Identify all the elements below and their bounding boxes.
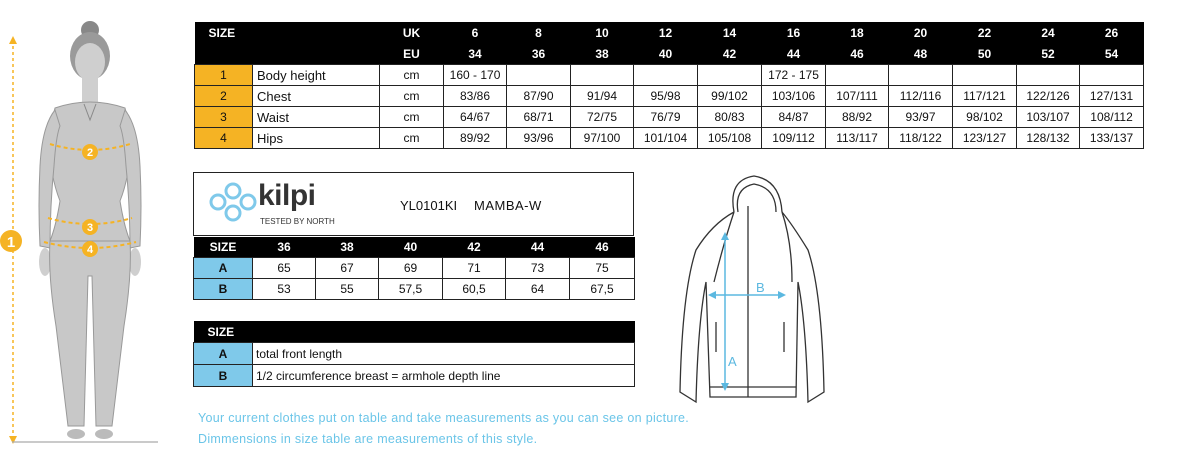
row-number: 4 [195, 128, 253, 149]
eu-size: 44 [762, 43, 826, 65]
kilpi-logo-icon [206, 181, 260, 223]
cell: 67 [316, 258, 379, 279]
cell [1080, 65, 1144, 86]
product-code: YL0101KI [400, 198, 458, 213]
eu-size: 34 [444, 43, 507, 65]
cell: 98/102 [953, 107, 1017, 128]
uk-size: 8 [507, 22, 571, 43]
table-row [194, 258, 635, 279]
size: 38 [316, 237, 379, 258]
cell: 76/79 [634, 107, 698, 128]
marker-4 [82, 241, 98, 257]
measure-key: B [194, 279, 253, 300]
cell: 160 - 170 [444, 65, 507, 86]
eu-size: 46 [826, 43, 889, 65]
uk-size: 18 [826, 22, 889, 43]
size-header: SIZE [195, 22, 380, 43]
uk-size-row [195, 22, 1144, 43]
uk-size: 20 [889, 22, 953, 43]
cell [889, 65, 953, 86]
cell: 108/112 [1080, 107, 1144, 128]
eu-size: 54 [1080, 43, 1144, 65]
cell: 95/98 [634, 86, 698, 107]
cell: 133/137 [1080, 128, 1144, 149]
cell: 113/117 [826, 128, 889, 149]
unit: cm [380, 86, 444, 107]
style-size-table [193, 237, 635, 300]
cell: 127/131 [1080, 86, 1144, 107]
cell: 64 [506, 279, 570, 300]
legend-row [194, 343, 635, 365]
uk-size: 14 [698, 22, 762, 43]
cell: 93/97 [889, 107, 953, 128]
brand-box [193, 172, 634, 236]
cell: 123/127 [953, 128, 1017, 149]
size: 44 [506, 237, 570, 258]
uk-size: 6 [444, 22, 507, 43]
cell: 55 [316, 279, 379, 300]
product-name: MAMBA-W [474, 198, 542, 213]
label-a: A [728, 354, 737, 369]
size-table [194, 22, 1144, 149]
cell: 64/67 [444, 107, 507, 128]
cell: 80/83 [698, 107, 762, 128]
cell: 68/71 [507, 107, 571, 128]
cell: 91/94 [571, 86, 634, 107]
eu-size: 50 [953, 43, 1017, 65]
cell: 97/100 [571, 128, 634, 149]
cell: 118/122 [889, 128, 953, 149]
table-row [194, 279, 635, 300]
legend-table [193, 321, 635, 387]
table-row [195, 65, 1144, 86]
cell: 172 - 175 [762, 65, 826, 86]
cell [634, 65, 698, 86]
eu-size-row [195, 43, 1144, 65]
cell: 57,5 [379, 279, 443, 300]
legend-row [194, 365, 635, 387]
uk-size: 26 [1080, 22, 1144, 43]
cell: 99/102 [698, 86, 762, 107]
cell: 109/112 [762, 128, 826, 149]
unit: cm [380, 128, 444, 149]
cell: 83/86 [444, 86, 507, 107]
cell: 128/132 [1017, 128, 1080, 149]
cell: 88/92 [826, 107, 889, 128]
size: 46 [570, 237, 635, 258]
table-row [195, 107, 1144, 128]
eu-size: 42 [698, 43, 762, 65]
row-label: Body height [253, 65, 380, 86]
uk-size: 22 [953, 22, 1017, 43]
cell [1017, 65, 1080, 86]
eu-size: 52 [1017, 43, 1080, 65]
body-figure [0, 16, 160, 448]
style-size-header [194, 237, 635, 258]
row-number: 2 [195, 86, 253, 107]
row-number: 1 [195, 65, 253, 86]
marker-1 [0, 230, 22, 252]
brand-name: kilpi [258, 179, 316, 212]
cell: 84/87 [762, 107, 826, 128]
measure-key: A [194, 343, 253, 365]
cell: 73 [506, 258, 570, 279]
note-line-1: Your current clothes put on table and take measurements as you can see on picture. [198, 411, 690, 425]
cell: 71 [443, 258, 506, 279]
row-number: 3 [195, 107, 253, 128]
cell: 93/96 [507, 128, 571, 149]
brand-tagline: TESTED BY NORTH [260, 217, 335, 226]
unit: cm [380, 107, 444, 128]
measure-description: 1/2 circumference breast = armhole depth line [253, 365, 635, 387]
cell: 89/92 [444, 128, 507, 149]
note-line-2: Dimmensions in size table are measurements of this style. [198, 432, 538, 446]
size-header: SIZE [194, 237, 253, 258]
eu-size: 48 [889, 43, 953, 65]
cell: 107/111 [826, 86, 889, 107]
cell: 103/106 [762, 86, 826, 107]
row-label: Waist [253, 107, 380, 128]
size: 36 [253, 237, 316, 258]
size-header: SIZE [194, 321, 635, 343]
cell: 60,5 [443, 279, 506, 300]
table-row [195, 128, 1144, 149]
cell [826, 65, 889, 86]
uk-size: 12 [634, 22, 698, 43]
measure-key: A [194, 258, 253, 279]
eu-label: EU [380, 43, 444, 65]
cell [571, 65, 634, 86]
cell: 105/108 [698, 128, 762, 149]
marker-3 [82, 219, 98, 235]
cell: 101/104 [634, 128, 698, 149]
eu-size: 38 [571, 43, 634, 65]
cell: 117/121 [953, 86, 1017, 107]
eu-size: 36 [507, 43, 571, 65]
cell: 122/126 [1017, 86, 1080, 107]
svg-text:4: 4 [86, 244, 94, 256]
row-label: Chest [253, 86, 380, 107]
cell: 112/116 [889, 86, 953, 107]
measure-key: B [194, 365, 253, 387]
label-b: B [756, 280, 765, 295]
eu-size: 40 [634, 43, 698, 65]
svg-text:1: 1 [6, 234, 16, 251]
cell: 69 [379, 258, 443, 279]
cell: 72/75 [571, 107, 634, 128]
svg-text:2: 2 [86, 147, 94, 159]
legend-header [194, 321, 635, 343]
table-row [195, 86, 1144, 107]
size: 42 [443, 237, 506, 258]
uk-size: 10 [571, 22, 634, 43]
uk-label: UK [380, 22, 444, 43]
cell [953, 65, 1017, 86]
cell [698, 65, 762, 86]
cell: 53 [253, 279, 316, 300]
cell [507, 65, 571, 86]
cell: 75 [570, 258, 635, 279]
size: 40 [379, 237, 443, 258]
marker-2 [82, 144, 98, 160]
unit: cm [380, 65, 444, 86]
row-label: Hips [253, 128, 380, 149]
uk-size: 16 [762, 22, 826, 43]
cell: 103/107 [1017, 107, 1080, 128]
measure-description: total front length [253, 343, 635, 365]
jacket-diagram [672, 172, 832, 414]
cell: 67,5 [570, 279, 635, 300]
cell: 65 [253, 258, 316, 279]
uk-size: 24 [1017, 22, 1080, 43]
cell: 87/90 [507, 86, 571, 107]
svg-text:3: 3 [86, 222, 94, 234]
